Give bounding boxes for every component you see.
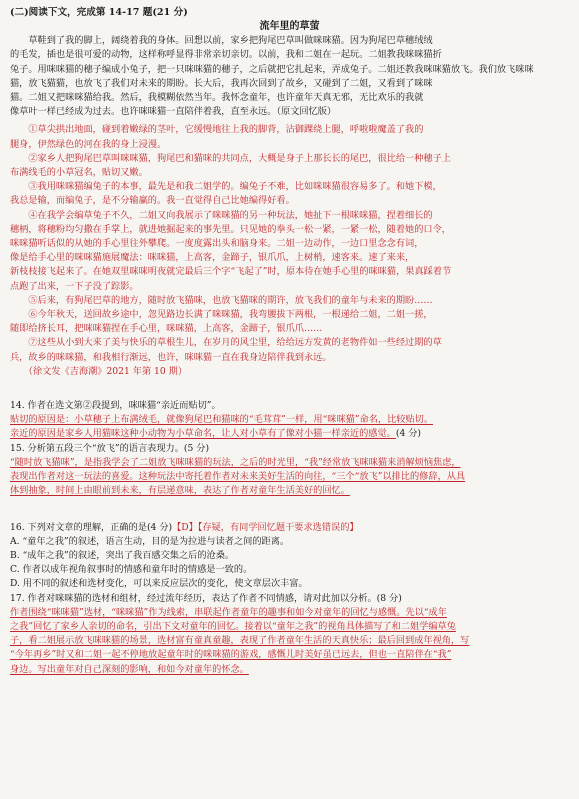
intro-block: [10, 34, 569, 119]
paragraph-line: 咪咪猫听话似的从她的手心里往外攀爬。一度度露出头和脑身来。二姐一边动作，一边口里念念有词，: [10, 238, 424, 250]
answer-line: 子，看二姐展示放飞咪咪猫的场景，选材富有童真童趣，表现了作者童年生活的天真快乐；最后回到成年视角，写: [10, 635, 470, 647]
intro-line: 猫。二姐又把咪咪猫给我。然后，我模糊依然当年。我怀念童年，也许童年天真无邪，无比欢乐的我就: [10, 92, 424, 104]
answer-line: 之我”回忆了家乡人亲切的命名，引出下文对童年的回忆。接着以“童年之我”的视角具体描写了和二姐学编草兔: [10, 620, 456, 632]
question-14: [10, 399, 569, 442]
intro-line: 兔子。用咪咪猫的穗子编成小兔子，把一只咪咪猫的穗子，之后就把它扎起来，弄成兔子。二姐还教我咪咪猫放飞。我们放飞咪咪: [10, 63, 534, 75]
paragraph-line: 像是给手心里的咪咪猫施展魔法：咪咪猫，上高客，金蹄子，银爪爪，上树梢，速客来。速了来来，: [10, 252, 415, 264]
answer-line: “随时放飞猫咪”，是指我学会了二姐放飞咪咪猫的玩法，之后的时光里，“我”经常放飞咪咪猫来消解烦恼焦虑，: [10, 456, 461, 468]
source-line: （徐文发《吉海潮》2021 年第 10 期）: [10, 365, 188, 377]
option-a: A. “童年之我”的叙述，语言生动，目的是为拉进与读者之间的距离。: [10, 535, 290, 547]
article-body: [10, 123, 569, 379]
paragraph-line: 腿身，伊然绿色的河在我的身上浸漫。: [10, 138, 167, 150]
answer-line: 体到抽象，时间上由眼前到未来，有层递意味，表达了作者对童年生活美好的回忆。: [10, 485, 350, 497]
option-d: D. 用不同的叙述和选材变化，可以来反应层次的变化，使文章层次丰富。: [10, 578, 308, 590]
paragraph-line: 新枝枝接飞起来了。在她双里咪咪明夜就完最后三个字“飞起了”时，原本待在她手心里的咪咪猫，果真踩着节: [10, 266, 452, 278]
paragraph-line: 我总是输，而编兔子，是不分输赢的。我一直觉得自己比她编得好看。: [10, 195, 295, 207]
question-15: [10, 442, 569, 499]
option-c: C. 作者以成年视角叙事时的情感和童年时的情感是一致的。: [10, 564, 253, 576]
paragraph-line: ②家乡人把狗尾巴草叫咪咪猫，狗尾巴和猫咪的共同点，大概是身子上那长长的尾巴，很比给一种穗子上: [10, 152, 451, 164]
article-title: 流年里的草萤: [259, 21, 320, 33]
answer-line: 作者围绕“咪咪猫”选材，“咪咪猫”作为线索，串联起作者童年的趣事和如今对童年的回忆与感慨。先以“成年: [10, 606, 447, 618]
paragraph-line: ④在我学会编草兔子不久，二姐又向我展示了咪咪猫的另一种玩法，她扯下一根咪咪猫，捏着细长的: [10, 209, 433, 221]
question-text: 14. 作者在选文第②段提到，咪咪猫“亲近而贴切”。: [10, 400, 221, 412]
question-label: 16. 下列对文章的理解，正确的是(4 分): [10, 521, 173, 533]
paragraph-line: ③我用咪咪猫编兔子的本事，最先是和我二姐学的。编兔子不难，比如咪咪猫很容易多了。和她下模，: [10, 181, 442, 193]
option-b: B. “成年之我”的叙述，突出了我百感交集之后的沧桑。: [10, 549, 235, 561]
paragraph-line: 穗柄，将穗粉均匀撒在手掌上，就进她掘起来的事先里。只见她的拳头一松一紧，一紧一松，随着她的口令，: [10, 223, 451, 235]
answer-mark: 【D】: [172, 521, 198, 533]
question-16: [10, 521, 569, 592]
answer-line: [10, 427, 569, 441]
intro-line: 的毛发，插也是很可爱的动物，这样称呼显得非常亲切亲切。以前，我和二姐在一起玩。二姐教我咪咪猫折: [10, 49, 442, 61]
question-text: 15. 分析第五段三个“放飞”的语言表现力。(5 分): [10, 442, 210, 454]
question-text: 17. 作者对咪咪猫的选材和组材，经过流年经历，表达了作者不同情感，请对此加以分析。(8 分): [10, 592, 402, 604]
answer-line: 身边。写出童年对自己深刻的影响，和如今对童年的怀念。: [10, 663, 249, 675]
paragraph-line: 点跑了出来，一下子没了踪影。: [10, 280, 139, 292]
answer-line: 表现出作者对这一玩法的喜爱。这种玩法中寄托着作者对未来美好生活的向往，“三个“放飞”以排比的修辞，从具: [10, 471, 466, 483]
answer-note: 【存疑，有同学回忆题干要求选错误的】: [197, 521, 359, 533]
section-header: (二)阅读下文，完成第 14-17 题(21 分): [10, 7, 188, 18]
paragraph-line: ⑤后来，有狗尾巴草的地方，随时放飞猫咪，也放飞猫咪的期许，放飞我们的童年与未来的期盼……: [10, 294, 433, 306]
answer-text: 亲近的原因是家乡人用猫咪这种小动物为小草命名，让人对小草有了像对小猫一样亲近的感觉。: [10, 428, 396, 440]
intro-line: 草鞋到了我的脚上，阔绕着我的身体。回想以前，家乡把狗尾巴草叫做咪咪猫。因为狗尾巴草穗绒绒: [10, 35, 433, 47]
paragraph-line: 布满线毛的小草冠名，贴切又嫩。: [10, 167, 148, 179]
question-17: [10, 592, 569, 677]
question-text: [10, 521, 569, 535]
intro-line: 像草叶一样已经成为过去。也许咪咪猫一直陪伴着我，直至永远。（原文回忆版）: [10, 106, 337, 118]
score-label: (4 分): [395, 428, 421, 440]
paragraph-line: 随即给挤长耳，把咪咪猫捏在手心里，咪咪猫，上高客，金蹄子，银爪爪……: [10, 323, 323, 335]
intro-line: 猫，放飞猫猫，也放飞了我们对未来的期盼。长大后，我再次回到了故乡，又碰到了二姐，又看到了咪咪: [10, 77, 433, 89]
paragraph-line: ⑥今年秋天，送回故乡途中，忽见路边长满了咪咪猫，我弯腰拔下两根，一根递给二姐，二姐一搓，: [10, 309, 433, 321]
answer-line: “今年再乡”时又和二姐一起不停地放起童年时的咪咪猫的游戏，感慨儿时美好虽已远去，但也一直陪伴在“我”: [10, 649, 452, 661]
paragraph-line: 兵，故乡的咪咪猫，和我相行渐远，也许，咪咪猫一直在我身边陪伴我到永远。: [10, 351, 332, 363]
paragraph-line: ①草尖拱出地面，碰到着嫩绿的茎叶，它缓慢地往上我的脚背，沾御踝绕上腿，呼啦啦魔盖了我的: [10, 124, 424, 136]
paragraph-line: ⑦这些从小到大来了美与快乐的草根生儿，在岁月的风尘里，给给远方发黄的老物件如一些经过期的草: [10, 337, 442, 349]
answer-line: [10, 413, 569, 427]
answer-text: 贴切的原因是：小草穗子上布满绒毛，就像狗尾巴和猫咪的“毛茸茸”一样，用“咪咪猫”命名，比较贴切。: [10, 414, 434, 426]
